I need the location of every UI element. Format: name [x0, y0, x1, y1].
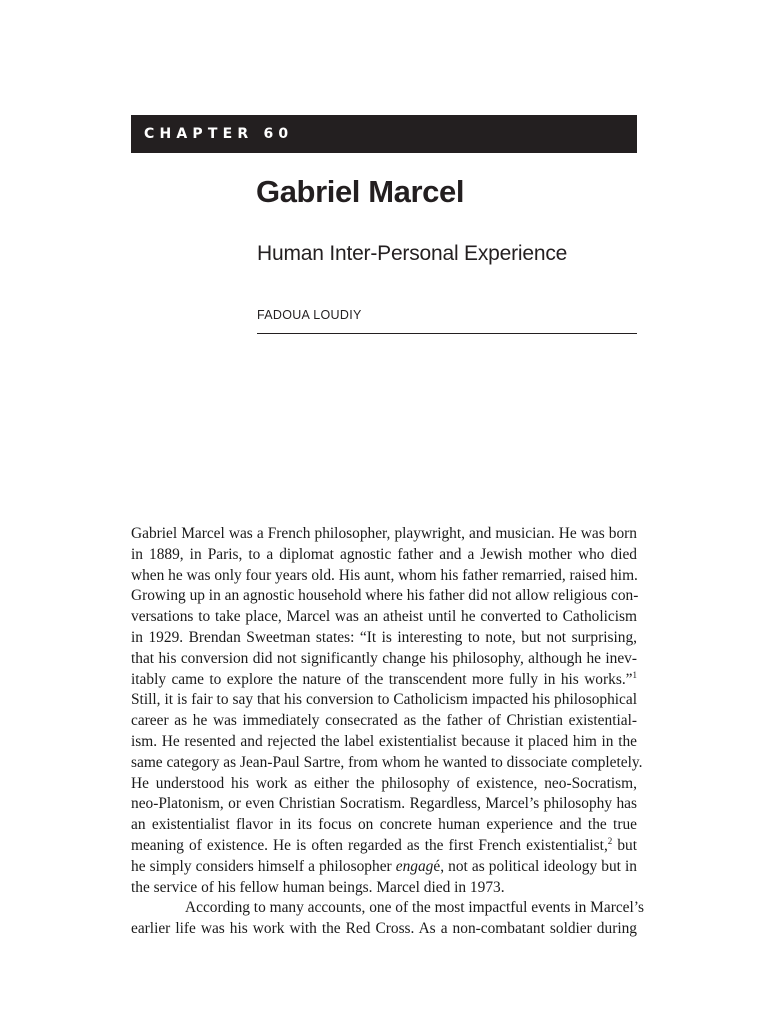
text-line: [131, 857, 637, 878]
text-line-content: he simply considers himself a philosopher: [131, 857, 396, 875]
author-divider: [257, 333, 637, 334]
text-line: neo-Platonism, or even Christian Socratism. Regardless, Marcel’s philosophy has: [131, 795, 637, 813]
text-line: He understood his work as either the philosophy of existence, neo-Socratism,: [131, 774, 637, 792]
text-line-content: meaning of existence. He is often regarded as the first French existentialist,: [131, 836, 608, 854]
body-text: [131, 524, 645, 940]
paragraph-1: [131, 524, 643, 898]
text-line: According to many accounts, one of the most impactful events in Marcel’s: [185, 899, 645, 917]
text-line: earlier life was his work with the Red Cross. As a non-combatant soldier during: [131, 920, 637, 938]
text-line-content: itably came to explore the nature of the transcendent more fully in his works.”: [131, 670, 633, 688]
text-line: versations to take place, Marcel was an atheist until he converted to Catholicism: [131, 608, 637, 626]
chapter-title: Gabriel Marcel: [256, 174, 465, 209]
text-line: [131, 836, 637, 857]
chapter-header-bar: [131, 115, 637, 153]
footnote-marker: 1: [632, 669, 637, 680]
text-line-content: é, not as political ideology but in: [433, 857, 637, 875]
text-line: Still, it is fair to say that his conversion to Catholicism impacted his philosophical: [131, 691, 637, 709]
text-line: in 1929. Brendan Sweetman states: “It is interesting to note, but not surprising,: [131, 628, 637, 646]
text-line: same category as Jean-Paul Sartre, from whom he wanted to dissociate completely.: [131, 753, 643, 771]
text-line: the service of his fellow human beings. Marcel died in 1973.: [131, 878, 505, 896]
text-line: [131, 670, 637, 691]
chapter-subtitle: Human Inter-Personal Experience: [257, 242, 568, 265]
text-line: Growing up in an agnostic household where his father did not allow religious con-: [131, 587, 639, 605]
author-name: FADOUA LOUDIY: [257, 308, 362, 322]
text-line: that his conversion did not significantly change his philosophy, although he inev-: [131, 649, 637, 667]
italic-term: engag: [395, 857, 434, 875]
chapter-label: CHAPTER 60: [144, 126, 294, 142]
paragraph-2: [131, 898, 645, 940]
text-line: when he was only four years old. His aunt, whom his father remarried, raised him.: [131, 566, 638, 584]
text-line: ism. He resented and rejected the label existentialist because it placed him in the: [131, 732, 637, 750]
text-line: Gabriel Marcel was a French philosopher, playwright, and musician. He was born: [131, 525, 637, 542]
text-line: career as he was immediately consecrated as the father of Christian existential-: [131, 712, 637, 730]
footnote-marker: 2: [607, 835, 613, 846]
text-line-content: but: [612, 836, 638, 854]
text-line: in 1889, in Paris, to a diplomat agnostic father and a Jewish mother who died: [131, 545, 637, 563]
text-line: an existentialist flavor in its focus on concrete human experience and the true: [131, 816, 637, 834]
